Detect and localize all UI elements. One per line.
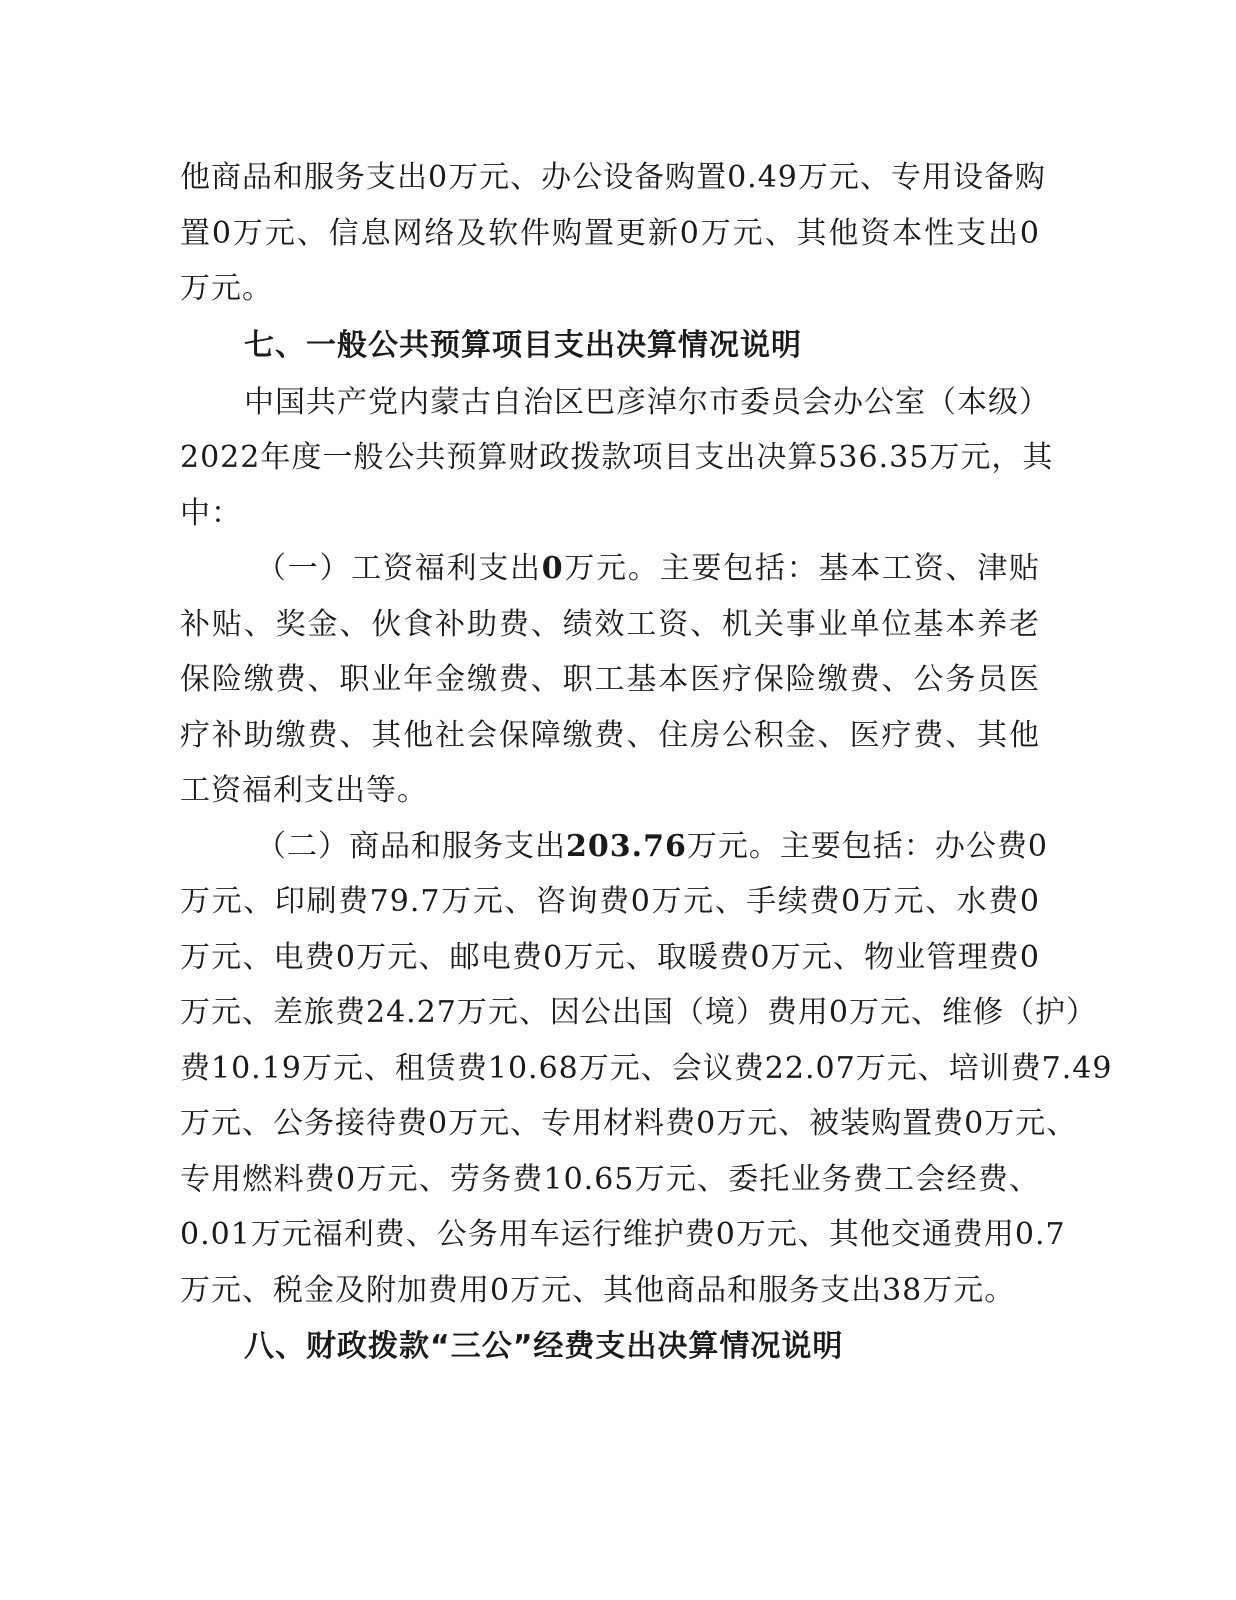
intro-paragraph bbox=[180, 150, 1046, 317]
text-line: 万元、公务接待费0万元、专用材料费0万元、被装购置费0万元、 bbox=[180, 1106, 1078, 1141]
text-line: 中： bbox=[180, 495, 242, 531]
section-7-paragraph bbox=[180, 375, 1054, 542]
item-1-suffix: 万元。主要包括：基本工资、津贴 bbox=[563, 551, 1040, 586]
text-line: 0.01万元福利费、公务用车运行维护费0万元、其他交通费用0.7 bbox=[180, 1217, 1066, 1252]
item-2-prefix: （二）商品和服务支出 bbox=[256, 828, 566, 864]
text-line: 2022年度一般公共预算财政拨款项目支出决算536.35万元，其 bbox=[180, 440, 1054, 475]
text-line: 置0万元、信息网络及软件购置更新0万元、其他资本性支出0 bbox=[180, 215, 1040, 251]
text-line: 万元、电费0万元、邮电费0万元、取暖费0万元、物业管理费0 bbox=[180, 939, 1040, 975]
text-line: 万元。 bbox=[180, 271, 273, 306]
item-1-first-line bbox=[180, 541, 1040, 597]
section-7-heading: 七、一般公共预算项目支出决算情况说明 bbox=[244, 327, 802, 363]
item-2-amount: 203.76 bbox=[566, 828, 687, 864]
text-line: 费10.19万元、租赁费10.68万元、会议费22.07万元、培训费7.49 bbox=[180, 1050, 1113, 1086]
text-line: 专用燃料费0万元、劳务费10.65万元、委托业务费工会经费、 bbox=[180, 1161, 1040, 1197]
text-line: 工资福利支出等。 bbox=[180, 773, 428, 808]
text-line: 中国共产党内蒙古自治区巴彦淖尔市委员会办公室（本级） bbox=[244, 384, 1050, 420]
item-1-amount: 0 bbox=[541, 551, 564, 586]
item-2-suffix: 万元。主要包括：办公费0 bbox=[686, 828, 1048, 864]
section-8-heading: 八、财政拨款“三公”经费支出决算情况说明 bbox=[244, 1329, 844, 1364]
text-line: 补贴、奖金、伙食补助费、绩效工资、机关事业单位基本养老 bbox=[180, 606, 1040, 642]
item-1-paragraph bbox=[180, 541, 1040, 819]
document-page bbox=[180, 150, 1113, 1376]
text-line: 万元、差旅费24.27万元、因公出国（境）费用0万元、维修（护） bbox=[180, 995, 1097, 1030]
text-line: 保险缴费、职业年金缴费、职工基本医疗保险缴费、公务员医 bbox=[180, 662, 1040, 697]
text-line: 万元、印刷费79.7万元、咨询费0万元、手续费0万元、水费0 bbox=[180, 884, 1040, 919]
item-1-prefix: （一）工资福利支出 bbox=[256, 551, 542, 586]
text-line: 疗补助缴费、其他社会保障缴费、住房公积金、医疗费、其他 bbox=[180, 717, 1040, 753]
text-line: 他商品和服务支出0万元、办公设备购置0.49万元、专用设备购 bbox=[180, 160, 1046, 195]
item-2-first-line bbox=[180, 819, 1048, 875]
text-line: 万元、税金及附加费用0万元、其他商品和服务支出38万元。 bbox=[180, 1272, 1016, 1308]
item-2-paragraph bbox=[180, 819, 1113, 1319]
